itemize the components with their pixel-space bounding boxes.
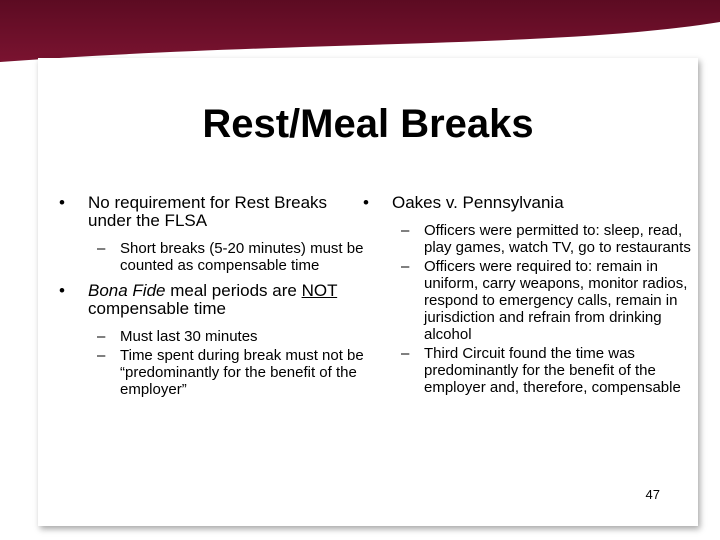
sub-bullet-group (59, 240, 364, 274)
bullet-text: Oakes v. Pennsylvania (392, 193, 564, 212)
bullet-marker: • (59, 193, 65, 212)
dash-marker: – (401, 345, 410, 362)
sub-bullet-text: Short breaks (5-20 minutes) must be counted as compensable time (120, 240, 364, 274)
bullet-marker: • (363, 193, 369, 212)
bullet-text-end: compensable time (88, 299, 226, 318)
slide-title: Rest/Meal Breaks (202, 102, 534, 146)
bona-fide-text: Bona Fide (88, 281, 166, 300)
sub-bullet-group (59, 328, 364, 398)
bullet-text: No requirement for Rest Breaks under the FLSA (88, 193, 328, 230)
sub-bullet-text: Time spent during break must not be “predominantly for the benefit of the employer” (120, 347, 364, 398)
sub-bullet-item (363, 345, 698, 396)
page-number: 47 (645, 487, 660, 502)
bullet-marker: • (59, 281, 65, 300)
sub-bullet-text: Third Circuit found the time was predominantly for the benefit of the employer and, therefore, compensable (424, 345, 681, 396)
sub-bullet-item (59, 328, 364, 345)
sub-bullet-item (59, 347, 364, 398)
sub-bullet-text: Officers were required to: remain in uniform, carry weapons, monitor radios, respond to emergency calls, remain in jurisdiction and refrain from drinking alcohol (424, 258, 688, 343)
dash-marker: – (401, 222, 410, 239)
bullet-item (59, 194, 364, 230)
sub-bullet-text: Officers were permitted to: sleep, read, play games, watch TV, go to restaurants (424, 222, 691, 256)
dash-marker: – (401, 258, 410, 275)
dash-marker: – (97, 328, 106, 345)
left-column (59, 194, 364, 406)
right-column (363, 194, 698, 404)
sub-bullet-item (363, 258, 698, 343)
dash-marker: – (97, 347, 106, 364)
bullet-item (59, 282, 364, 318)
slide-panel (38, 58, 698, 526)
sub-bullet-item (59, 240, 364, 274)
sub-bullet-item (363, 222, 698, 256)
bullet-item (363, 194, 698, 212)
dash-marker: – (97, 240, 106, 257)
sub-bullet-group (363, 222, 698, 396)
not-underlined-text: NOT (301, 281, 338, 300)
sub-bullet-text: Must last 30 minutes (120, 328, 258, 345)
bullet-text-middle: meal periods are (165, 281, 302, 300)
